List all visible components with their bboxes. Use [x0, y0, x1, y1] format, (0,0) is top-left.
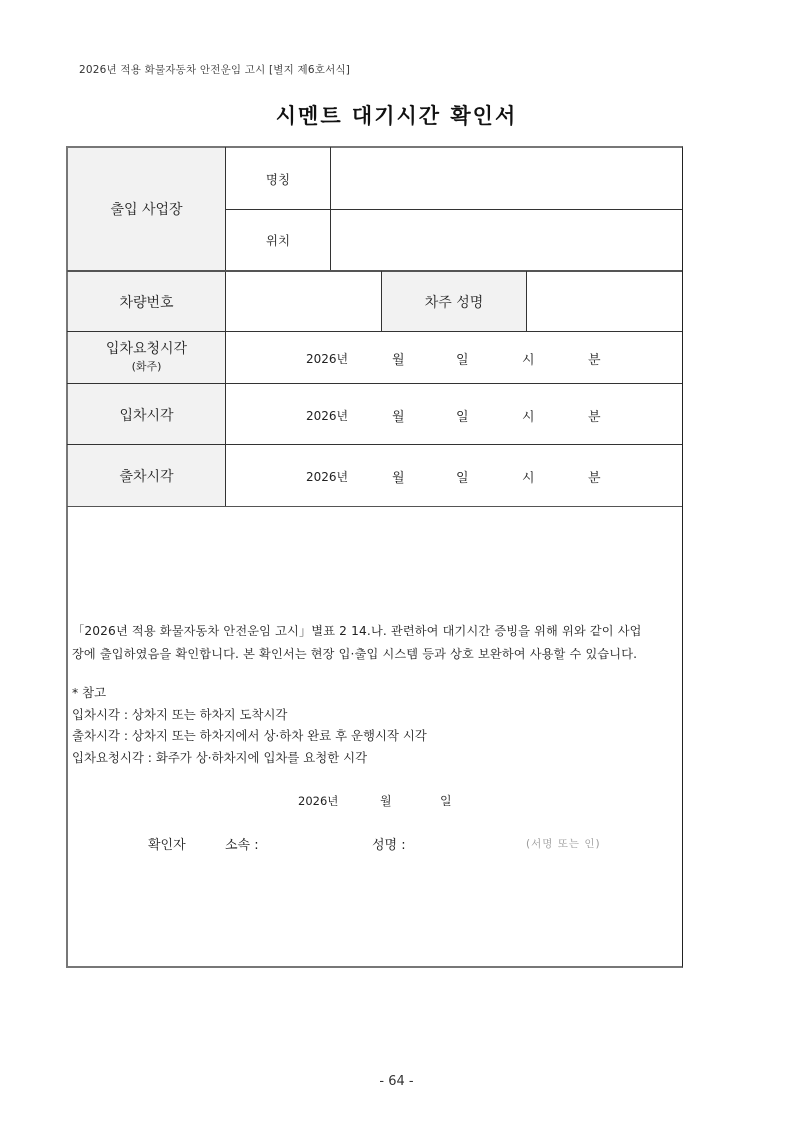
statement-line-2: 장에 출입하였음을 확인합니다. 본 확인서는 현장 입·출입 시스템 등과 상호 보완하여 사용할 수 있습니다. [72, 647, 638, 661]
statement [72, 620, 642, 666]
divider [225, 332, 226, 506]
departure-year: 2026년 [306, 470, 349, 484]
divider [526, 271, 527, 332]
signature-month-field[interactable]: 월 [380, 794, 392, 808]
sign-hint: (서명 또는 인) [526, 838, 601, 850]
arrival-time-label-cell [68, 384, 225, 445]
arrival-hour-field[interactable]: 시 [522, 410, 535, 425]
signature-year: 2026년 [298, 794, 339, 808]
request-time-label: 입차요청시각 [105, 340, 188, 357]
request-time-label-cell [68, 332, 225, 383]
note-item: 입차요청시각 : 화주가 상·하차지에 입차를 요청한 시각 [72, 749, 368, 765]
divider [381, 271, 382, 332]
site-name-field[interactable] [331, 148, 681, 209]
page-number: - 64 - [379, 1074, 414, 1089]
request-time-sublabel: (화주) [131, 359, 162, 373]
owner-label: 차주 성명 [424, 295, 484, 311]
request-year: 2026년 [306, 352, 349, 366]
arrival-time-label: 입차시각 [119, 407, 174, 424]
arrival-year: 2026년 [306, 409, 349, 423]
site-location-label-cell [226, 210, 330, 270]
arrival-month-field[interactable]: 월 [392, 410, 405, 425]
arrival-minute-field[interactable]: 분 [588, 410, 601, 425]
departure-month-field[interactable]: 월 [392, 471, 405, 486]
notes-heading: * 참고 [72, 685, 107, 700]
owner-field[interactable] [527, 272, 681, 332]
affiliation-field[interactable]: 소속 : [225, 838, 259, 853]
request-hour-field[interactable]: 시 [522, 353, 535, 368]
departure-hour-field[interactable]: 시 [522, 471, 535, 486]
plate-label-cell [68, 272, 225, 332]
request-minute-field[interactable]: 분 [588, 353, 601, 368]
request-day-field[interactable]: 일 [456, 353, 469, 368]
arrival-day-field[interactable]: 일 [456, 410, 469, 425]
confirmer-label: 확인자 [148, 838, 186, 853]
departure-day-field[interactable]: 일 [456, 471, 469, 486]
notes [72, 682, 427, 768]
departure-time-label: 출차시각 [119, 468, 174, 485]
site-name-label-cell [226, 148, 330, 209]
request-month-field[interactable]: 월 [392, 353, 405, 368]
statement-line-1: 「2026년 적용 화물자동차 안전운임 고시」별표 2 14.나. 관련하여 대기시간 증빙을 위해 위와 같이 사업 [72, 624, 642, 638]
name-field[interactable]: 성명 : [372, 838, 406, 853]
site-name-label: 명칭 [265, 171, 291, 187]
plate-field[interactable] [226, 272, 381, 332]
site-label: 출입 사업장 [110, 202, 183, 218]
owner-label-cell [382, 272, 526, 332]
note-item: 입차시각 : 상차지 또는 하차지 도착시각 [72, 706, 288, 722]
note-item: 출차시각 : 상차지 또는 하차지에서 상·하차 완료 후 운행시작 시각 [72, 728, 427, 743]
site-location-label: 위치 [265, 233, 291, 248]
page-title: 시멘트 대기시간 확인서 [275, 104, 518, 128]
departure-minute-field[interactable]: 분 [588, 471, 601, 486]
signature-day-field[interactable]: 일 [440, 794, 452, 808]
header-note: 2026년 적용 화물자동차 안전운임 고시 [별지 제6호서식] [79, 64, 351, 76]
divider [225, 209, 682, 210]
divider [67, 506, 682, 507]
departure-time-label-cell [68, 445, 225, 506]
plate-label: 차량번호 [119, 295, 174, 311]
site-label-cell [68, 148, 225, 270]
site-location-field[interactable] [331, 210, 681, 270]
